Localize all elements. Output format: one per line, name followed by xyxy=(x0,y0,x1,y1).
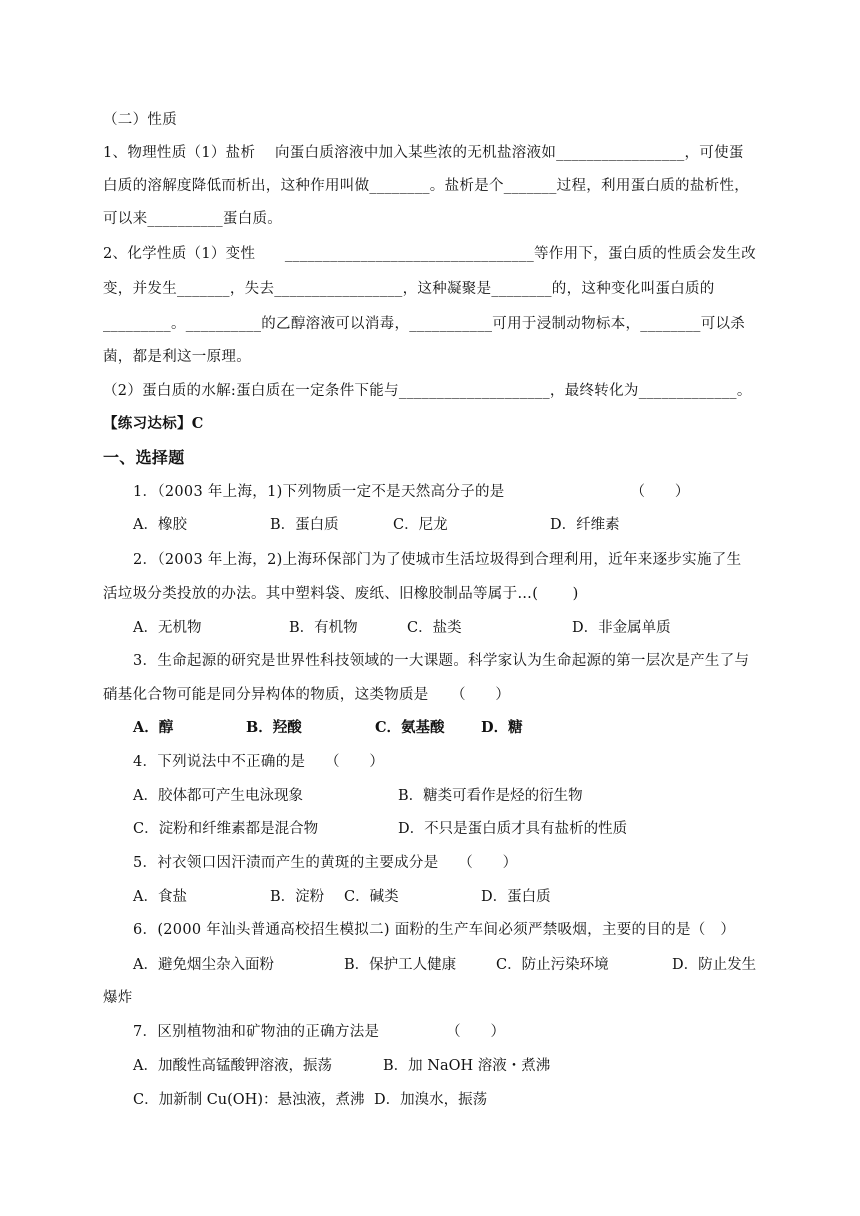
option-b: B．有机物 xyxy=(289,620,358,636)
question-4-stem: 4．下列说法中不正确的是 （ ） xyxy=(133,754,385,770)
choice-heading: 一、选择题 xyxy=(103,448,185,467)
option-c: C．尼龙 xyxy=(393,517,448,533)
option-a: A．加酸性高锰酸钾溶液，振荡 xyxy=(133,1058,332,1074)
question-6-options xyxy=(133,955,773,975)
option-c: C．防止污染环境 xyxy=(496,957,609,973)
option-b: B．糖类可看作是烃的衍生物 xyxy=(398,788,583,804)
question-1-options xyxy=(133,515,773,535)
physical-property-line-1: 1、物理性质（1）盐析 向蛋白质溶液中加入某些浓的无机盐溶液如_________________，可使蛋 xyxy=(103,145,744,161)
question-5-options xyxy=(133,887,773,907)
chemical-property-line-1: 2、化学性质（1）变性 _________________________________等作用下，蛋白质的性质会发生改 xyxy=(103,246,756,262)
option-a: A．食盐 xyxy=(133,889,187,905)
option-c: C．盐类 xyxy=(407,620,462,636)
option-b: B．保护工人健康 xyxy=(344,957,457,973)
option-a: A．避免烟尘杂入面粉 xyxy=(133,957,274,973)
question-6-option-d-continuation: 爆炸 xyxy=(103,990,133,1006)
chemical-property-line-3: _________。__________的乙醇溶液可以消毒，___________可用于浸制动物标本，________可以杀 xyxy=(103,316,746,332)
question-3-options xyxy=(133,718,773,738)
option-b: B．羟酸 xyxy=(246,719,302,736)
hydrolysis-line: （2）蛋白质的水解:蛋白质在一定条件下能与____________________，最终转化为_____________。 xyxy=(103,383,752,399)
option-c: C．淀粉和纤维素都是混合物 xyxy=(133,821,319,837)
option-b: B．加 NaOH 溶液・煮沸 xyxy=(383,1058,551,1074)
option-d: D．蛋白质 xyxy=(481,889,551,905)
option-d: D．非金属单质 xyxy=(572,620,671,636)
question-5-stem: 5．衬衣领口因汗渍而产生的黄斑的主要成分是 （ ） xyxy=(133,855,518,871)
chemical-property-line-2: 变，并发生_______，失去_________________，这种凝聚是________的，这种变化叫蛋白质的 xyxy=(103,281,715,297)
question-2-stem-1: 2．（2003 年上海，2)上海环保部门为了使城市生活垃圾得到合理利用，近年来逐步实施了生 xyxy=(133,552,742,568)
section-title: （二）性质 xyxy=(103,112,177,128)
option-b: B．淀粉 xyxy=(270,889,325,905)
question-7-options-row-2 xyxy=(133,1090,773,1110)
question-7-stem: 7．区别植物油和矿物油的正确方法是 （ ） xyxy=(133,1024,506,1040)
physical-property-line-2: 白质的溶解度降低而析出，这种作用叫做________。盐析是个_______过程，利用蛋白质的盐析性， xyxy=(103,178,750,194)
option-c: C．氨基酸 xyxy=(375,719,445,736)
question-4-options-row-2 xyxy=(133,819,773,839)
question-1-stem: 1．（2003 年上海，1)下列物质一定不是天然高分子的是 （ ） xyxy=(133,484,690,500)
question-2-options xyxy=(133,618,773,638)
option-c: C．加新制 Cu(OH)：悬浊液，煮沸 xyxy=(133,1092,365,1108)
question-7-options-row-1 xyxy=(133,1056,773,1076)
option-a: A．无机物 xyxy=(133,620,202,636)
option-d: D．纤维素 xyxy=(550,517,620,533)
option-c: C．碱类 xyxy=(344,889,399,905)
chemical-property-line-4: 菌，都是利这一原理。 xyxy=(103,349,251,365)
option-a: A．胶体都可产生电泳现象 xyxy=(133,788,303,804)
question-2-stem-2: 活垃圾分类投放的办法。其中塑料袋、废纸、旧橡胶制品等属于…( ) xyxy=(103,586,579,602)
option-b: B．蛋白质 xyxy=(270,517,339,533)
question-3-stem-2: 硝基化合物可能是同分异构体的物质，这类物质是 （ ） xyxy=(103,687,511,703)
physical-property-line-3: 可以来__________蛋白质。 xyxy=(103,211,283,227)
question-3-stem-1: 3．生命起源的研究是世界性科技领域的一大课题。科学家认为生命起源的第一层次是产生了与 xyxy=(133,653,750,669)
option-a: A．橡胶 xyxy=(133,517,187,533)
question-4-options-row-1 xyxy=(133,786,773,806)
practice-heading: 【练习达标】C xyxy=(103,415,204,432)
option-a: A．醇 xyxy=(133,719,174,736)
question-6-stem: 6．(2000 年汕头普通高校招生模拟二) 面粉的生产车间必须严禁吸烟，主要的目的是（ ） xyxy=(133,922,736,938)
option-d: D．糖 xyxy=(481,719,523,736)
option-d: D．防止发生 xyxy=(672,957,757,973)
option-d: D．加溴水，振荡 xyxy=(374,1092,488,1108)
option-d: D．不只是蛋白质才具有盐析的性质 xyxy=(398,821,628,837)
